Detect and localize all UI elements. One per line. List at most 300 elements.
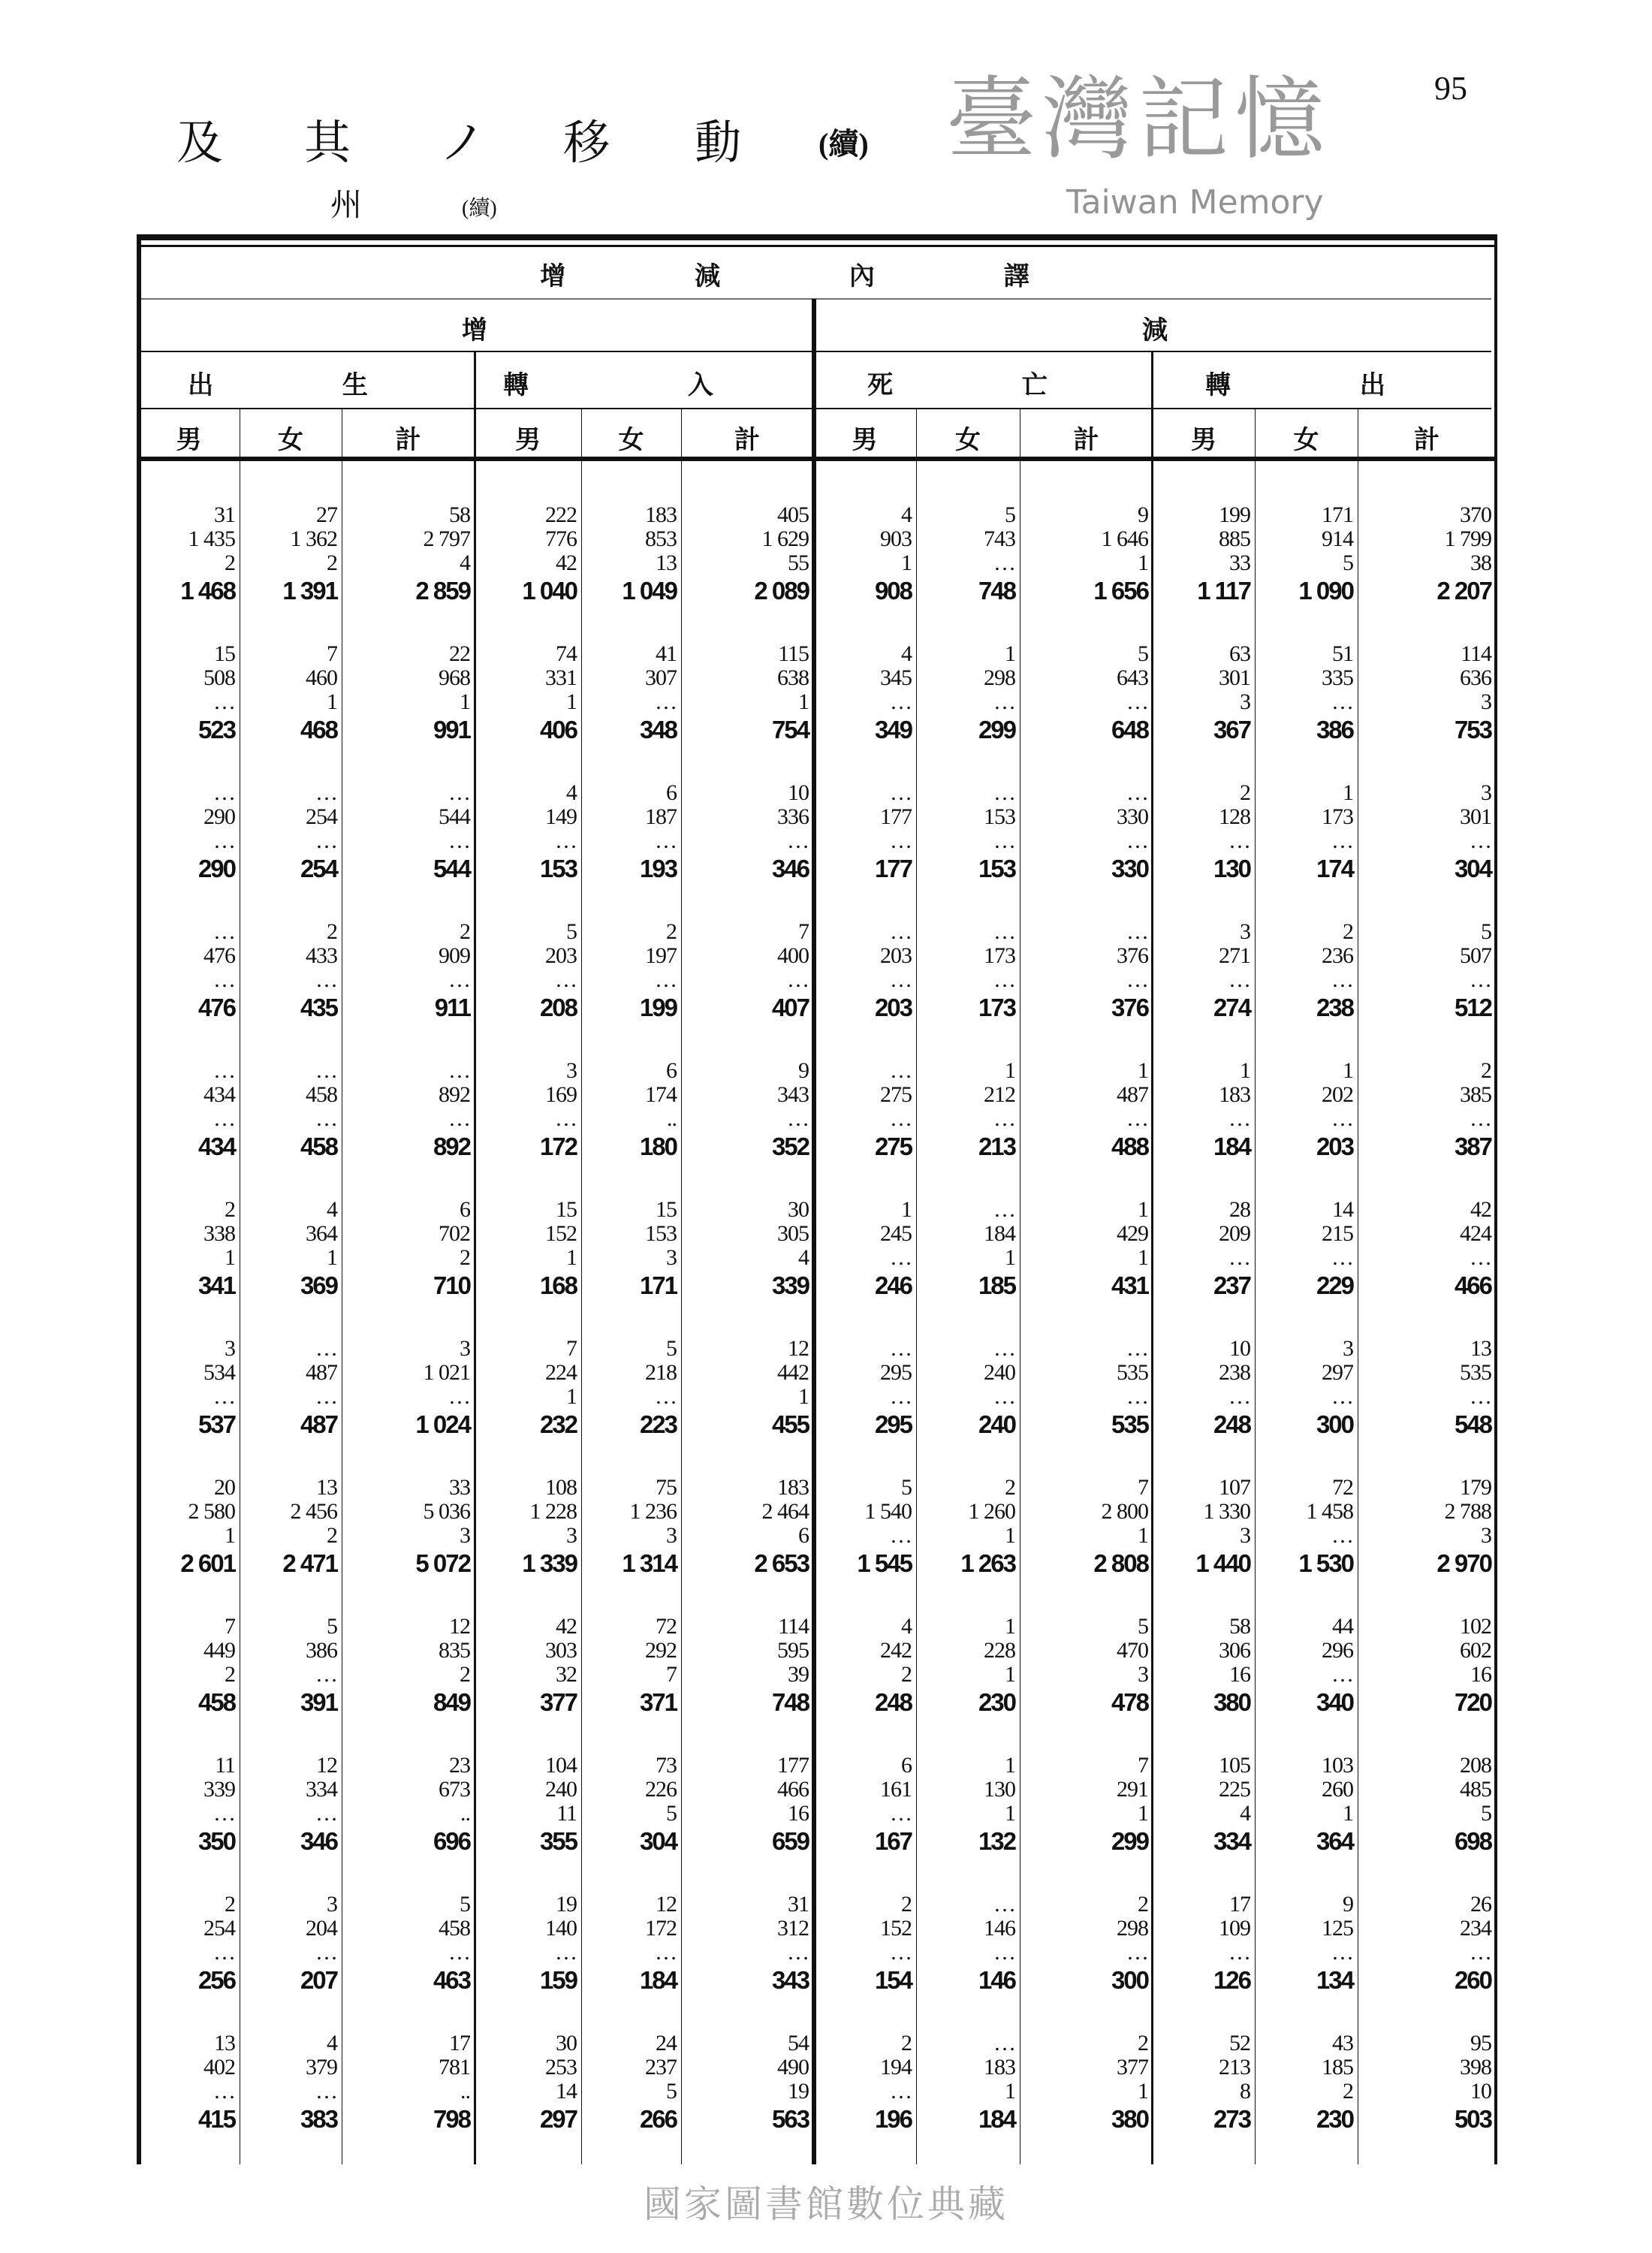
- cell-value: 8: [1240, 2079, 1250, 2104]
- cell-value: 885: [1219, 526, 1250, 551]
- cell-value: …: [993, 550, 1015, 575]
- cell-value: 2: [1240, 780, 1250, 805]
- cell-total-value: 435: [300, 994, 337, 1021]
- table-cell: [1386, 1337, 1491, 1439]
- cell-total-value: 1 468: [180, 577, 235, 605]
- cell-value: …: [1228, 967, 1250, 992]
- cell-value: ..: [460, 2079, 470, 2104]
- cell-value: 202: [1322, 1082, 1353, 1107]
- cell-value: 2: [460, 1662, 470, 1687]
- cell-value: 460: [306, 665, 337, 690]
- table-cell: [1043, 642, 1148, 744]
- cell-value: …: [890, 1245, 912, 1270]
- table-cell: [1386, 503, 1491, 605]
- cell-value: 15: [656, 1197, 677, 1222]
- cell-value: 458: [439, 1916, 470, 1941]
- cell-total-value: 184: [978, 2105, 1015, 2133]
- table-cell: [1248, 642, 1353, 744]
- table-cell: [571, 1337, 677, 1439]
- cell-value: 240: [984, 1360, 1015, 1385]
- cell-value: 2: [327, 919, 337, 944]
- cell-value: 10: [1470, 2079, 1491, 2104]
- cell-value: 1 646: [1101, 526, 1148, 551]
- cell-total-value: 1 024: [415, 1410, 470, 1438]
- table-cell: [806, 1198, 912, 1300]
- cell-value: 5: [666, 1801, 677, 1826]
- cell-value: …: [1126, 780, 1148, 805]
- cell-value: …: [890, 919, 912, 944]
- cell-total-value: 377: [539, 1688, 577, 1716]
- cell-value: …: [993, 828, 1015, 853]
- cell-value: …: [315, 1058, 337, 1083]
- table-cell: [704, 1615, 809, 1717]
- cell-value: …: [1331, 1940, 1353, 1965]
- cell-value: …: [890, 1940, 912, 1965]
- cell-value: …: [315, 1940, 337, 1965]
- cell-total-value: 2 601: [180, 1549, 235, 1577]
- cell-total-value: 248: [1213, 1410, 1250, 1438]
- cell-total-value: 892: [433, 1133, 470, 1160]
- table-cell: [1145, 2031, 1250, 2134]
- cell-total-value: 254: [300, 855, 337, 882]
- table-cell: [365, 1198, 470, 1300]
- cell-value: 914: [1322, 526, 1353, 551]
- cell-value: 73: [656, 1753, 677, 1778]
- table-cell: [1248, 1754, 1353, 1856]
- cell-value: 32: [556, 1662, 577, 1687]
- cell-value: 743: [984, 526, 1015, 551]
- cell-total-value: 503: [1454, 2105, 1491, 2133]
- cell-value: ..: [667, 1106, 677, 1131]
- cell-value: 1 799: [1444, 526, 1491, 551]
- cell-value: 5: [566, 919, 577, 944]
- cell-value: 183: [984, 2055, 1015, 2080]
- cell-value: …: [315, 1384, 337, 1409]
- cell-value: 487: [306, 1360, 337, 1385]
- cell-total-value: 1 117: [1197, 577, 1250, 605]
- table-cell: [472, 1754, 577, 1856]
- cell-total-value: 376: [1111, 994, 1148, 1021]
- subheader-total: 計: [734, 425, 760, 455]
- cell-value: 638: [777, 665, 809, 690]
- cell-value: 1: [225, 1523, 235, 1548]
- cell-value: 184: [984, 1221, 1015, 1246]
- table-cell: [130, 1754, 235, 1856]
- cell-value: 424: [1460, 1221, 1491, 1246]
- table-cell: [232, 642, 337, 744]
- cell-value: 3: [566, 1058, 577, 1083]
- cell-value: 434: [203, 1082, 235, 1107]
- cell-value: 2 580: [188, 1499, 235, 1524]
- table-cell: [704, 1476, 809, 1578]
- table-cell: [571, 1615, 677, 1717]
- cell-value: 1: [225, 1245, 235, 1270]
- cell-value: …: [213, 1384, 235, 1409]
- cell-value: 476: [203, 943, 235, 968]
- cell-value: 30: [788, 1197, 809, 1222]
- cell-value: 3: [1481, 689, 1491, 714]
- table-cell: [1043, 2031, 1148, 2134]
- cell-value: 102: [1460, 1614, 1491, 1639]
- cell-value: 63: [1229, 641, 1250, 666]
- cell-value: 2: [901, 2031, 912, 2055]
- cell-value: …: [993, 967, 1015, 992]
- cell-value: 173: [1322, 804, 1353, 829]
- cell-value: …: [787, 1106, 809, 1131]
- cell-value: 24: [656, 2031, 677, 2055]
- table-cell: [571, 1893, 677, 1995]
- cell-value: 2: [1005, 1475, 1015, 1500]
- cell-value: …: [448, 1940, 470, 1965]
- cell-value: 51: [1332, 641, 1353, 666]
- cell-value: 183: [777, 1475, 809, 1500]
- table-cell: [365, 1893, 470, 1995]
- cell-total-value: 391: [300, 1688, 337, 1716]
- cell-value: 4: [327, 2031, 337, 2055]
- cell-total-value: 130: [1213, 855, 1250, 882]
- table-cell: [1145, 1198, 1250, 1300]
- cell-value: 3: [460, 1336, 470, 1361]
- cell-total-value: 1 545: [857, 1549, 912, 1577]
- cell-value: 17: [449, 2031, 470, 2055]
- cell-total-value: 2 970: [1436, 1549, 1491, 1577]
- cell-value: …: [1126, 1940, 1148, 1965]
- cell-value: 42: [1470, 1197, 1491, 1222]
- cell-value: 203: [545, 943, 577, 968]
- header-moved-out: 轉 出: [1205, 370, 1446, 400]
- cell-value: …: [993, 1106, 1015, 1131]
- cell-value: 535: [1117, 1360, 1148, 1385]
- cell-value: 22: [449, 641, 470, 666]
- cell-total-value: 260: [1454, 1966, 1491, 1994]
- cell-value: …: [993, 689, 1015, 714]
- cell-value: 254: [203, 1916, 235, 1941]
- cell-value: 2 797: [423, 526, 470, 551]
- cell-value: 835: [439, 1638, 470, 1663]
- table-rule: [138, 245, 1497, 247]
- cell-total-value: 434: [197, 1133, 235, 1160]
- table-cell: [571, 2031, 677, 2134]
- cell-value: 892: [439, 1082, 470, 1107]
- cell-total-value: 2 207: [1436, 577, 1491, 605]
- table-cell: [1248, 1059, 1353, 1161]
- cell-value: 108: [545, 1475, 577, 1500]
- cell-value: 1 330: [1203, 1499, 1250, 1524]
- watermark-logo: 臺灣記憶: [946, 68, 1331, 172]
- table-cell: [806, 503, 912, 605]
- cell-total-value: 478: [1111, 1688, 1148, 1716]
- cell-value: 442: [777, 1360, 809, 1385]
- table-cell: [472, 1615, 577, 1717]
- cell-value: 2: [327, 550, 337, 575]
- cell-value: 1: [1138, 1197, 1148, 1222]
- cell-value: 7: [1138, 1475, 1148, 1500]
- table-cell: [1248, 1337, 1353, 1439]
- cell-value: …: [890, 1058, 912, 1083]
- cell-total-value: 458: [197, 1688, 235, 1716]
- cell-value: 405: [777, 502, 809, 527]
- cell-value: 1: [1005, 1245, 1015, 1270]
- cell-total-value: 1 263: [960, 1549, 1015, 1577]
- cell-value: 104: [545, 1753, 577, 1778]
- table-cell: [1386, 1476, 1491, 1578]
- cell-value: 237: [645, 2055, 677, 2080]
- header-decrease: 減: [1142, 315, 1168, 345]
- cell-value: 153: [645, 1221, 677, 1246]
- cell-value: 595: [777, 1638, 809, 1663]
- title-char: 及: [176, 115, 224, 170]
- cell-value: 41: [656, 641, 677, 666]
- cell-value: 224: [545, 1360, 577, 1385]
- table-right-border: [1494, 234, 1497, 2164]
- table-cell: [1386, 642, 1491, 744]
- cell-value: 1: [460, 689, 470, 714]
- cell-total-value: 1 339: [522, 1549, 577, 1577]
- table-cell: [232, 1337, 337, 1439]
- cell-value: 204: [306, 1916, 337, 1941]
- cell-value: 307: [645, 665, 677, 690]
- cell-value: 1 458: [1306, 1499, 1353, 1524]
- table-cell: [1043, 1893, 1148, 1995]
- cell-value: …: [1470, 828, 1491, 853]
- cell-value: 31: [788, 1892, 809, 1917]
- cell-total-value: 274: [1213, 994, 1250, 1021]
- cell-value: 1: [1005, 1614, 1015, 1639]
- table-cell: [704, 2031, 809, 2134]
- table-cell: [472, 642, 577, 744]
- cell-total-value: 172: [539, 1133, 577, 1160]
- table-cell: [130, 1059, 235, 1161]
- table-cell: [232, 1198, 337, 1300]
- cell-value: 1: [1005, 2079, 1015, 2104]
- cell-value: 2: [1138, 1892, 1148, 1917]
- cell-value: …: [1331, 1662, 1353, 1687]
- cell-value: 364: [306, 1221, 337, 1246]
- cell-value: 2 456: [290, 1499, 337, 1524]
- table-cell: [1145, 1476, 1250, 1578]
- cell-total-value: 380: [1213, 1688, 1250, 1716]
- table-cell: [806, 1754, 912, 1856]
- cell-total-value: 246: [874, 1271, 912, 1299]
- cell-value: 1 435: [188, 526, 235, 551]
- cell-value: 3: [1240, 1523, 1250, 1548]
- table-cell: [1043, 1059, 1148, 1161]
- cell-value: 173: [984, 943, 1015, 968]
- cell-total-value: 295: [874, 1410, 912, 1438]
- cell-value: 114: [778, 1614, 809, 1639]
- cell-value: …: [213, 919, 235, 944]
- cell-value: 153: [984, 804, 1015, 829]
- cell-value: 7: [225, 1614, 235, 1639]
- table-cell: [910, 2031, 1015, 2134]
- cell-total-value: 273: [1213, 2105, 1250, 2133]
- table-cell: [130, 1615, 235, 1717]
- title-char: 其: [304, 115, 351, 170]
- cell-value: 6: [666, 1058, 677, 1083]
- cell-value: 2: [225, 550, 235, 575]
- cell-value: 1: [566, 689, 577, 714]
- cell-value: 1: [1005, 1753, 1015, 1778]
- cell-value: 331: [545, 665, 577, 690]
- cell-value: 1: [566, 1384, 577, 1409]
- table-cell: [910, 1893, 1015, 1995]
- cell-value: 169: [545, 1082, 577, 1107]
- table-cell: [1248, 2031, 1353, 2134]
- cell-value: 245: [880, 1221, 912, 1246]
- cell-value: 54: [788, 2031, 809, 2055]
- cell-total-value: 476: [197, 994, 235, 1021]
- table-cell: [910, 1337, 1015, 1439]
- cell-value: 345: [880, 665, 912, 690]
- cell-total-value: 299: [978, 716, 1015, 743]
- table-cell: [806, 2031, 912, 2134]
- cell-value: …: [448, 828, 470, 853]
- cell-value: 185: [1322, 2055, 1353, 2080]
- cell-value: 305: [777, 1221, 809, 1246]
- table-cell: [1145, 1754, 1250, 1856]
- cell-value: 75: [656, 1475, 677, 1500]
- cell-value: …: [1331, 689, 1353, 714]
- subheader-total: 計: [1073, 425, 1099, 455]
- cell-value: 179: [1460, 1475, 1491, 1500]
- cell-value: 1: [901, 550, 912, 575]
- page-number: 95: [1434, 70, 1467, 107]
- cell-total-value: 563: [771, 2105, 809, 2133]
- cell-total-value: 2 859: [415, 577, 470, 605]
- cell-total-value: 346: [771, 855, 809, 882]
- cell-value: 1 021: [423, 1360, 470, 1385]
- cell-value: 1: [1240, 1058, 1250, 1083]
- cell-value: 212: [984, 1082, 1015, 1107]
- cell-value: 9: [798, 1058, 809, 1083]
- cell-value: 466: [777, 1777, 809, 1802]
- table-cell: [365, 1615, 470, 1717]
- cell-value: 209: [1219, 1221, 1250, 1246]
- table-cell: [571, 920, 677, 1022]
- cell-value: 301: [1219, 665, 1250, 690]
- table-cell: [1386, 1893, 1491, 1995]
- table-cell: [130, 1198, 235, 1300]
- cell-value: 1: [1005, 1523, 1015, 1548]
- cell-value: 42: [556, 550, 577, 575]
- cell-value: 3: [1481, 1523, 1491, 1548]
- title-char: 移: [563, 115, 610, 170]
- cell-value: …: [315, 2079, 337, 2104]
- cell-value: 386: [306, 1638, 337, 1663]
- cell-value: 253: [545, 2055, 577, 2080]
- cell-value: 3: [225, 1336, 235, 1361]
- cell-value: 1 260: [968, 1499, 1015, 1524]
- cell-total-value: 383: [300, 2105, 337, 2133]
- cell-value: 1: [1005, 1801, 1015, 1826]
- cell-value: …: [315, 1801, 337, 1826]
- cell-value: 968: [439, 665, 470, 690]
- cell-total-value: 1 391: [282, 577, 337, 605]
- cell-value: 19: [788, 2079, 809, 2104]
- table-cell: [1043, 1337, 1148, 1439]
- table-cell: [472, 2031, 577, 2134]
- cell-value: 1: [901, 1197, 912, 1222]
- cell-value: 13: [1470, 1336, 1491, 1361]
- table-cell: [365, 1476, 470, 1578]
- cell-total-value: 1 440: [1195, 1549, 1250, 1577]
- table-cell: [1248, 503, 1353, 605]
- cell-value: 105: [1219, 1753, 1250, 1778]
- cell-total-value: 1 049: [622, 577, 677, 605]
- cell-total-value: 341: [197, 1271, 235, 1299]
- cell-total-value: 911: [434, 994, 470, 1021]
- cell-value: …: [1228, 828, 1250, 853]
- cell-value: 2: [460, 1245, 470, 1270]
- cell-value: …: [1126, 967, 1148, 992]
- cell-total-value: 371: [639, 1688, 677, 1716]
- table-cell: [365, 642, 470, 744]
- cell-value: …: [1126, 919, 1148, 944]
- table-cell: [806, 642, 912, 744]
- cell-value: 2: [460, 919, 470, 944]
- table-cell: [232, 781, 337, 883]
- table-cell: [704, 1198, 809, 1300]
- cell-total-value: 798: [433, 2105, 470, 2133]
- table-cell: [232, 1059, 337, 1161]
- cell-value: 1: [1138, 1245, 1148, 1270]
- table-cell: [704, 1754, 809, 1856]
- cell-total-value: 230: [1316, 2105, 1353, 2133]
- cell-total-value: 196: [874, 2105, 912, 2133]
- table-cell: [806, 1476, 912, 1578]
- table-cell: [472, 1337, 577, 1439]
- cell-value: 95: [1470, 2031, 1491, 2055]
- cell-value: …: [1331, 1106, 1353, 1131]
- cell-value: …: [213, 967, 235, 992]
- cell-value: 10: [1229, 1336, 1250, 1361]
- cell-value: …: [993, 919, 1015, 944]
- cell-value: 242: [880, 1638, 912, 1663]
- cell-value: 140: [545, 1916, 577, 1941]
- subtitle: 州: [330, 186, 363, 223]
- table-cell: [1386, 1754, 1491, 1856]
- cell-value: 5: [1138, 641, 1148, 666]
- cell-total-value: 535: [1111, 1410, 1148, 1438]
- cell-value: 1: [1005, 1662, 1015, 1687]
- cell-total-value: 340: [1316, 1688, 1353, 1716]
- cell-value: 458: [306, 1082, 337, 1107]
- table-cell: [365, 1059, 470, 1161]
- cell-value: 194: [880, 2055, 912, 2080]
- table-cell: [232, 1615, 337, 1717]
- cell-value: 298: [984, 665, 1015, 690]
- cell-total-value: 849: [433, 1688, 470, 1716]
- cell-value: 1: [798, 689, 809, 714]
- cell-total-value: 753: [1454, 716, 1491, 743]
- cell-total-value: 387: [1454, 1133, 1491, 1160]
- cell-value: …: [993, 2031, 1015, 2055]
- cell-total-value: 696: [433, 1827, 470, 1855]
- table-cell: [1145, 503, 1250, 605]
- cell-value: 853: [645, 526, 677, 551]
- subheader-male: 男: [852, 425, 878, 455]
- cell-total-value: 710: [433, 1271, 470, 1299]
- cell-total-value: 720: [1454, 1688, 1491, 1716]
- cell-value: …: [315, 780, 337, 805]
- cell-total-value: 463: [433, 1966, 470, 1994]
- table-cell: [1386, 1059, 1491, 1161]
- cell-value: 1: [1138, 1801, 1148, 1826]
- cell-value: 11: [215, 1753, 235, 1778]
- cell-value: …: [1126, 1384, 1148, 1409]
- cell-value: 2: [1481, 1058, 1491, 1083]
- cell-value: 152: [880, 1916, 912, 1941]
